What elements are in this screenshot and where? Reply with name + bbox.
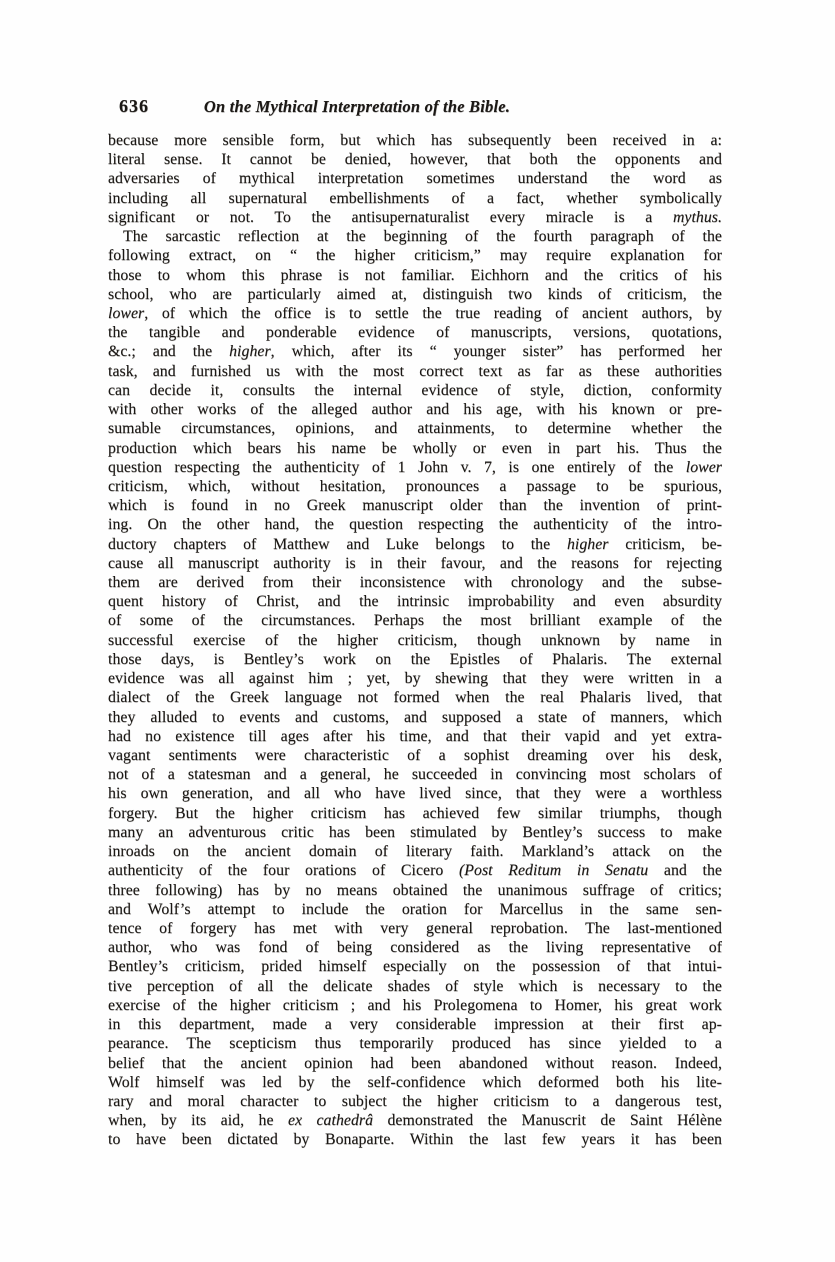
text-line (108, 631, 722, 650)
text-segment: belief that the ancient opinion had been abandoned without reason. Indeed, (108, 1054, 722, 1072)
text-segment: when, by its aid, he (108, 1112, 288, 1130)
text-line (108, 573, 722, 592)
text-segment: tence of forgery has met with very general reprobation. The last-mentioned (108, 919, 722, 937)
text-line (108, 861, 722, 880)
text-line (108, 765, 722, 784)
text-line (108, 246, 722, 265)
text-segment: the tangible and ponderable evidence of manuscripts, versions, quotations, (108, 324, 722, 342)
text-segment: ing. On the other hand, the question respecting the authenticity of the intro- (108, 516, 722, 534)
text-line (108, 1034, 722, 1053)
text-segment: those to whom this phrase is not familiar. Eichhorn and the critics of his (108, 266, 722, 284)
text-segment: authenticity of the four orations of Cicero (108, 862, 459, 880)
text-segment: which is found in no Greek manuscript older than the invention of print- (108, 497, 722, 515)
text-line (108, 554, 722, 573)
text-line (108, 938, 722, 957)
text-segment: including all supernatural embellishments of a fact, whether symbolically (108, 189, 722, 207)
running-header (0, 96, 835, 120)
text-line (108, 131, 722, 150)
text-segment: three following) has by no means obtained the unanimous suffrage of critics; (108, 881, 722, 899)
text-line (108, 1073, 722, 1092)
italic-text: lower (685, 458, 722, 476)
text-line (108, 688, 722, 707)
text-segment: criticism, which, without hesitation, pronounces a passage to be spurious, (108, 477, 722, 495)
text-segment: author, who was fond of being considered as the living representative of (108, 939, 722, 957)
italic-text: mythus. (672, 208, 722, 226)
page-number: 636 (119, 96, 149, 116)
text-line (108, 208, 722, 227)
text-line (108, 458, 722, 477)
text-segment: of some of the circumstances. Perhaps the most brilliant example of the (108, 612, 722, 630)
text-line (108, 823, 722, 842)
text-line (108, 842, 722, 861)
text-segment: forgery. But the higher criticism has achieved few similar triumphs, though (108, 804, 722, 822)
text-line (108, 746, 722, 765)
text-line (108, 611, 722, 630)
italic-text: higher (566, 535, 609, 553)
text-line (108, 535, 722, 554)
text-segment: and the (648, 862, 722, 880)
text-segment: pearance. The scepticism thus temporarily produced has since yielded to a (108, 1035, 722, 1053)
text-line (108, 477, 722, 496)
text-line (108, 266, 722, 285)
text-line (108, 227, 722, 246)
text-segment: his own generation, and all who have lived since, that they were a worthless (108, 785, 722, 803)
text-line (108, 400, 722, 419)
text-segment: many an adventurous critic has been stimulated by Bentley’s success to make (108, 823, 722, 841)
text-line (108, 362, 722, 381)
text-line (108, 727, 722, 746)
text-segment: they alluded to events and customs, and supposed a state of manners, which (108, 708, 722, 726)
text-segment: evidence was all against him ; yet, by shewing that they were written in a (108, 670, 722, 688)
text-segment: The sarcastic reflection at the beginning of the fourth paragraph of the (123, 228, 722, 246)
text-line (108, 285, 722, 304)
italic-text: lower (108, 304, 145, 322)
text-line (108, 977, 722, 996)
text-line (108, 1092, 722, 1111)
text-line (108, 150, 722, 169)
text-segment: significant or not. To the antisupernaturalist every miracle is a (108, 208, 673, 226)
text-segment: not of a statesman and a general, he succeeded in convincing most scholars of (108, 766, 722, 784)
text-line (108, 592, 722, 611)
text-segment: task, and furnished us with the most correct text as far as these authorities (108, 362, 722, 380)
text-line (108, 515, 722, 534)
text-line (108, 304, 722, 323)
text-line (108, 1015, 722, 1034)
text-segment: adversaries of mythical interpretation sometimes understand the word as (108, 170, 722, 188)
paragraph (108, 131, 722, 227)
text-segment: tive perception of all the delicate shades of style which is necessary to the (108, 977, 722, 995)
text-segment: &c.; and the (108, 343, 230, 361)
text-segment: , of which the office is to settle the true reading of ancient authors, by (144, 304, 722, 322)
text-segment: and Wolf’s attempt to include the oration for Marcellus in the same sen- (108, 900, 722, 918)
text-line (108, 881, 722, 900)
paragraph (108, 227, 722, 1150)
text-line (108, 439, 722, 458)
running-title: On the Mythical Interpretation of the Bible. (203, 97, 511, 116)
text-line (108, 650, 722, 669)
text-segment: in this department, made a very considerable impression at their first ap- (108, 1016, 722, 1034)
text-line (108, 804, 722, 823)
text-segment: inroads on the ancient domain of literary faith. Markland’s attack on the (108, 843, 722, 861)
text-line (108, 496, 722, 515)
text-segment: , which, after its “ younger sister” has performed her (270, 343, 722, 361)
text-segment: Bentley’s criticism, prided himself especially on the possession of that intui- (108, 958, 722, 976)
text-line (108, 323, 722, 342)
text-line (108, 169, 722, 188)
italic-text: (Post Reditum in Senatu (459, 862, 649, 880)
text-segment: following extract, on “ the higher criticism,” may require explanation for (108, 247, 722, 265)
page-body (108, 131, 722, 1150)
text-line (108, 1111, 722, 1130)
text-line (108, 1054, 722, 1073)
text-segment: with other works of the alleged author and his age, with his known or pre- (108, 401, 722, 419)
text-segment: those days, is Bentley’s work on the Epistles of Phalaris. The external (108, 650, 722, 668)
text-line (108, 957, 722, 976)
text-line (108, 419, 722, 438)
text-segment: them are derived from their inconsistence with chronology and the subse- (108, 574, 722, 592)
text-segment: rary and moral character to subject the higher criticism to a dangerous test, (108, 1092, 722, 1110)
text-line (108, 342, 722, 361)
text-line (108, 708, 722, 727)
italic-text: ex cathedrâ (287, 1112, 374, 1130)
text-segment: Wolf himself was led by the self-confidence which deformed both his lite- (108, 1073, 722, 1091)
text-segment: successful exercise of the higher criticism, though unknown by name in (108, 631, 722, 649)
text-segment: to have been dictated by Bonaparte. Within the last few years it has been (108, 1131, 722, 1149)
italic-text: higher (229, 343, 271, 361)
text-line (108, 1130, 722, 1149)
text-segment: can decide it, consults the internal evidence of style, diction, conformity (108, 381, 722, 399)
text-line (108, 900, 722, 919)
text-line (108, 189, 722, 208)
text-line (108, 919, 722, 938)
text-segment: demonstrated the Manuscrit de Saint Hélène (373, 1112, 722, 1130)
text-segment: exercise of the higher criticism ; and his Prolegomena to Homer, his great work (108, 996, 722, 1014)
text-segment: had no existence till ages after his time, and that their vapid and yet extra- (108, 727, 722, 745)
text-segment: sumable circumstances, opinions, and attainments, to determine whether the (108, 420, 722, 438)
text-segment: criticism, be- (608, 535, 722, 553)
text-line (108, 381, 722, 400)
text-segment: question respecting the authenticity of 1 John v. 7, is one entirely of the (108, 458, 686, 476)
text-line (108, 669, 722, 688)
text-segment: vagant sentiments were characteristic of a sophist dreaming over his desk, (108, 747, 722, 764)
text-segment: quent history of Christ, and the intrinsic improbability and even absurdity (108, 593, 722, 611)
text-segment: cause all manuscript authority is in their favour, and the reasons for rejecting (108, 554, 722, 572)
text-segment: literal sense. It cannot be denied, however, that both the opponents and (108, 151, 722, 169)
text-line (108, 784, 722, 803)
text-segment: because more sensible form, but which has subsequently been received in a: (108, 132, 722, 149)
text-segment: production which bears his name be wholly or even in part his. Thus the (108, 439, 722, 457)
text-segment: dialect of the Greek language not formed when the real Phalaris lived, that (108, 689, 722, 707)
text-line (108, 996, 722, 1015)
text-segment: school, who are particularly aimed at, distinguish two kinds of criticism, the (108, 285, 722, 303)
text-segment: ductory chapters of Matthew and Luke belongs to the (108, 535, 567, 553)
